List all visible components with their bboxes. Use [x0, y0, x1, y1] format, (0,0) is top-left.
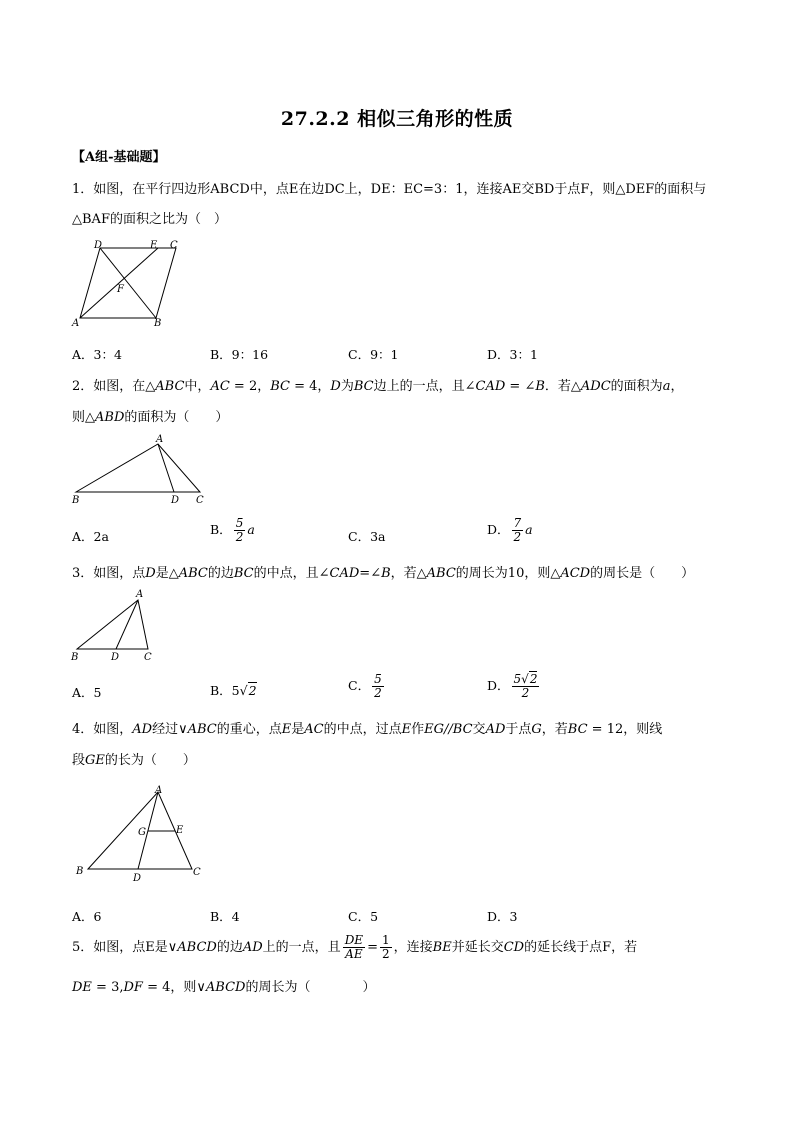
- q2-option-a: A．2a: [72, 529, 109, 544]
- q3-option-b: B．5√2: [210, 683, 257, 698]
- page-title: 27.2.2 相似三角形的性质: [280, 108, 514, 130]
- q4-text-line2: 段GE的长为（ ）: [72, 753, 196, 768]
- q2-option-b: B． $\frac{5}{2}$ a: [210, 516, 255, 544]
- q2-triangle-figure: [70, 433, 215, 505]
- q3-segment-ad: [116, 600, 138, 649]
- q5-text-line2: DE = 3,DF = 4，则∨ABCD的周长为（ ）: [72, 980, 376, 995]
- q1-label-b: B: [154, 318, 162, 329]
- q1-text-line1: 1．如图，在平行四边形ABCD中，点E在边DC上，DE：EC=3：1，连接AE交BD于点F，则△DEF的面积与: [72, 182, 707, 197]
- q4-label-c: C: [193, 867, 201, 878]
- q1-segment-bd: [100, 248, 156, 318]
- q2-label-c: C: [196, 495, 204, 505]
- q1-option-d: D．3：1: [487, 347, 538, 362]
- q3-option-d: D． $\frac{5√2}{2}$: [487, 672, 538, 700]
- q1-option-b: B．9：16: [210, 347, 269, 362]
- q2-triangle: [76, 444, 200, 492]
- q4-option-b: B．4: [210, 909, 240, 924]
- q1-option-c: C．9：1: [348, 347, 399, 362]
- q2-label-a: A: [156, 434, 164, 445]
- q3-label-c: C: [144, 652, 152, 663]
- q2-option-c: C．3a: [348, 529, 386, 544]
- q4-option-a: A．6: [72, 909, 102, 924]
- q4-text-line1: 4．如图，AD经过∨ABC的重心，点E是AC的中点，过点E作EG//BC交AD于点G，若BC = 12，则线: [72, 722, 663, 737]
- q1-label-a: A: [72, 318, 80, 329]
- q1-option-a: A．3：4: [72, 347, 122, 362]
- q4-option-d: D．3: [487, 909, 518, 924]
- q3-text-line: 3．如图，点D是△ABC的边BC的中点，且∠CAD=∠B，若△ABC的周长为10，则△ACD的周长是（ ）: [72, 566, 695, 581]
- q3-label-b: B: [71, 652, 79, 663]
- q4-option-c: C．5: [348, 909, 379, 924]
- q3-triangle: [77, 600, 148, 649]
- q2-segment-ad: [158, 444, 174, 492]
- q2-label-d: D: [171, 495, 180, 505]
- q3-label-d: D: [111, 652, 120, 663]
- q1-parallelogram-figure: [70, 238, 190, 330]
- q1-text-line2: △BAF的面积之比为（ ）: [72, 212, 227, 227]
- q2-text-line2: 则△ABD的面积为（ ）: [72, 410, 229, 425]
- q1-segment-ae: [80, 248, 158, 318]
- q2-option-d: D． $\frac{7}{2}$ a: [487, 516, 533, 544]
- q4-label-e: E: [176, 825, 184, 836]
- q3-option-c: C． $\frac{5}{2}$: [348, 672, 382, 700]
- q5-text-line1: 5．如图，点E是∨ABCD的边AD上的一点，且 $\frac{DE}{AE}$ = $\frac{1}{2}$ ，连接BE并延长交CD的延长线于点F，若: [72, 933, 638, 961]
- section-heading: 【A组-基础题】: [72, 150, 166, 165]
- q1-label-c: C: [170, 240, 178, 251]
- q3-label-a: A: [136, 589, 144, 600]
- q4-label-b: B: [76, 866, 84, 877]
- q4-label-a: A: [155, 785, 163, 796]
- q3-triangle-figure: [68, 586, 163, 664]
- q1-label-e: E: [150, 240, 158, 251]
- q3-option-a: A．5: [72, 685, 102, 700]
- q4-triangle-figure: [72, 783, 212, 883]
- q4-label-d: D: [133, 873, 142, 883]
- q1-label-f: F: [117, 284, 124, 295]
- q1-label-d: D: [94, 240, 103, 251]
- q2-text-line1: 2．如图，在△ABC中，AC = 2，BC = 4，D为BC边上的一点，且∠CAD = ∠B．若△ADC的面积为a，: [72, 379, 684, 394]
- q4-label-g: G: [138, 827, 146, 838]
- q2-label-b: B: [72, 495, 80, 505]
